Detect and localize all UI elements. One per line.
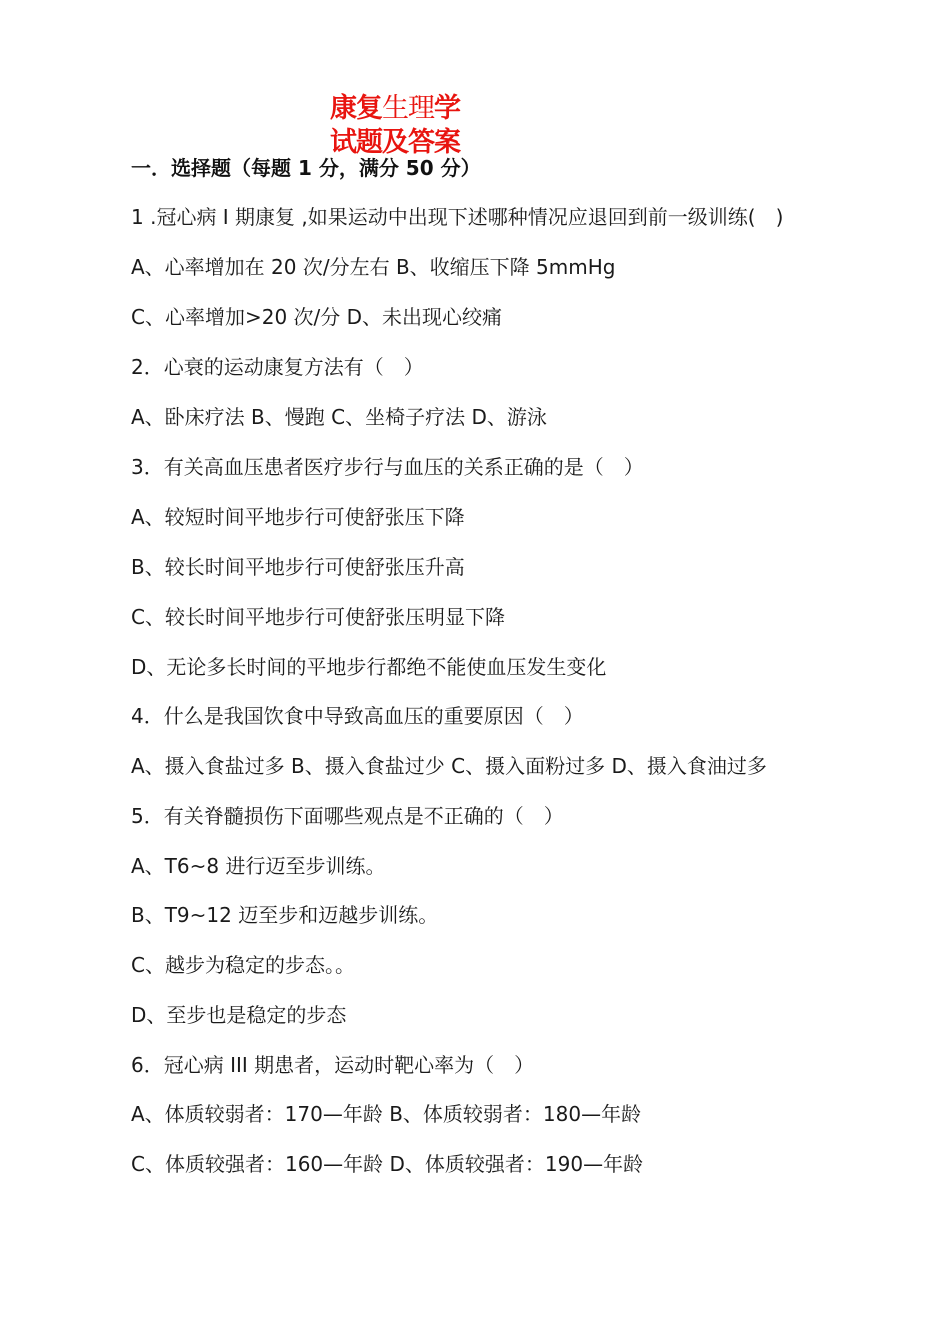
title-part-2: 生理 [382,93,434,124]
question-6: 6．冠心病 III 期患者，运动时靶心率为（ ） [131,1053,535,1077]
question-4-options: A、摄入食盐过多 B、摄入食盐过少 C、摄入面粉过多 D、摄入食油过多 [131,754,767,778]
question-3-option-d: D、无论多长时间的平地步行都绝不能使血压发生变化 [131,655,607,679]
question-3-option-a: A、较短时间平地步行可使舒张压下降 [131,505,465,529]
question-5-option-b: B、T9~12 迈至步和迈越步训练。 [131,903,439,927]
question-6-options-ab: A、体质较弱者：170—年龄 B、体质较弱者：180—年龄 [131,1102,642,1126]
question-3-option-c: C、较长时间平地步行可使舒张压明显下降 [131,605,505,629]
question-6-options-cd: C、体质较强者：160—年龄 D、体质较强者：190—年龄 [131,1152,644,1176]
question-5-option-a: A、T6~8 进行迈至步训练。 [131,854,386,878]
question-5-option-c: C、越步为稳定的步态。。 [131,953,355,977]
question-3: 3．有关高血压患者医疗步行与血压的关系正确的是（ ） [131,455,644,479]
title-part-3: 学 [434,93,460,124]
question-2-options: A、卧床疗法 B、慢跑 C、坐椅子疗法 D、游泳 [131,405,547,429]
section-heading: 一．选择题（每题 1 分，满分 50 分） [131,156,481,180]
document-title-line-2: 试题及答案 [330,127,460,158]
question-5: 5．有关脊髓损伤下面哪些观点是不正确的（ ） [131,804,564,828]
question-2: 2．心衰的运动康复方法有（ ） [131,355,424,379]
question-1: 1 .冠心病 I 期康复 ,如果运动中出现下述哪种情况应退回到前一级训练( ) [131,205,784,229]
title-part-1: 康复 [330,93,382,124]
question-1-options-ab: A、心率增加在 20 次/分左右 B、收缩压下降 5mmHg [131,255,616,279]
document-title-line-1 [330,95,460,122]
question-4: 4．什么是我国饮食中导致高血压的重要原因（ ） [131,704,584,728]
question-3-option-b: B、较长时间平地步行可使舒张压升高 [131,555,465,579]
question-5-option-d: D、至步也是稳定的步态 [131,1003,347,1027]
question-1-options-cd: C、心率增加>20 次/分 D、未出现心绞痛 [131,305,503,329]
